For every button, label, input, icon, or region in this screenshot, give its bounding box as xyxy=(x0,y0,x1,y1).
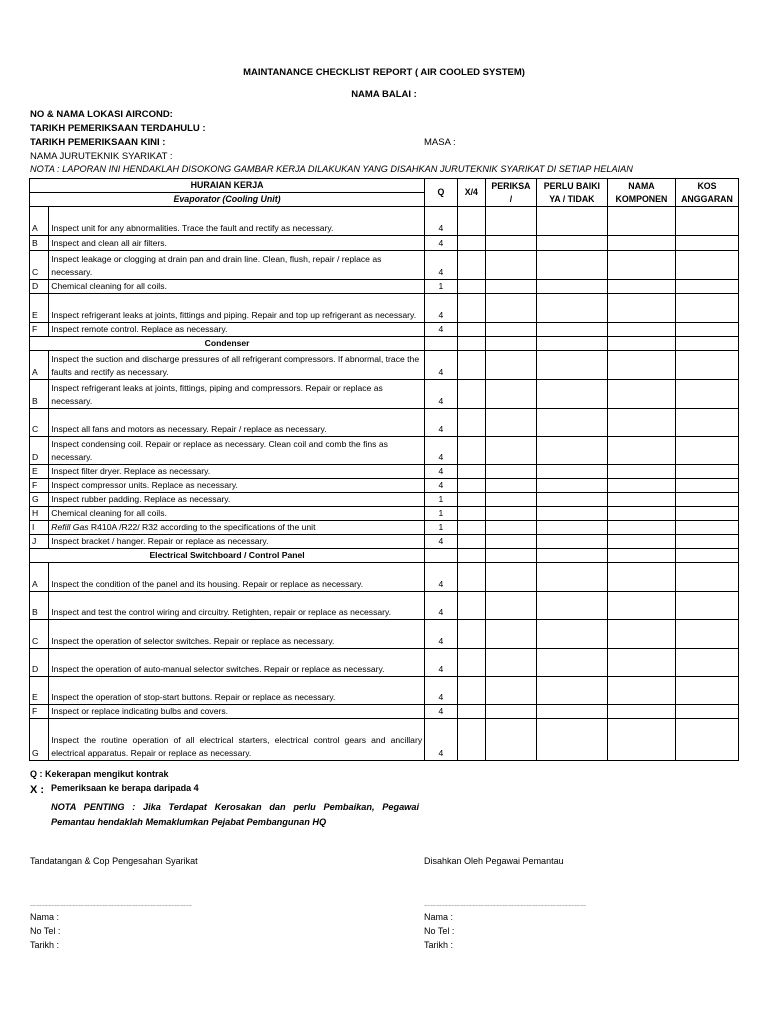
kos-anggaran-cell[interactable] xyxy=(675,493,738,507)
q-header: Q xyxy=(425,179,458,207)
tarikh-terdahulu-label: TARIKH PEMERIKSAAN TERDAHULU : xyxy=(30,123,206,134)
item-q-value: 1 xyxy=(425,507,458,521)
kos-anggaran-cell[interactable] xyxy=(675,507,738,521)
kos-anggaran-header-line2: ANGGARAN xyxy=(681,193,733,204)
item-code: A xyxy=(30,563,49,592)
x4-cell[interactable] xyxy=(457,705,485,719)
item-code: C xyxy=(30,620,49,649)
perlu-baiki-cell[interactable] xyxy=(536,507,607,521)
item-q-value: 4 xyxy=(425,479,458,493)
nama-komponen-cell[interactable] xyxy=(607,380,675,409)
item-q-value: 1 xyxy=(425,280,458,294)
item-code: A xyxy=(30,207,49,236)
nama-komponen-cell[interactable] xyxy=(607,280,675,294)
item-description-text: Inspect condensing coil. Repair or replace as necessary. Clean coil and comb the fins as necessary. xyxy=(51,439,388,462)
x-label: X : xyxy=(30,784,45,796)
nama-komponen-cell[interactable] xyxy=(607,705,675,719)
kos-anggaran-cell[interactable] xyxy=(675,351,738,380)
x4-cell[interactable] xyxy=(457,251,485,280)
monitor-nama-label: Nama : xyxy=(424,912,454,922)
table-row xyxy=(30,294,739,323)
x4-cell[interactable] xyxy=(457,521,485,535)
monitor-signature-line: ……………………………………………………………………… xyxy=(424,902,586,908)
item-q-value: 4 xyxy=(425,719,458,761)
perlu-baiki-header-line1: PERLU BAIKI xyxy=(543,180,600,191)
perlu-baiki-cell[interactable] xyxy=(536,409,607,437)
table-row xyxy=(30,409,739,437)
item-description xyxy=(49,649,425,677)
kos-anggaran-cell[interactable] xyxy=(675,535,738,549)
kos-anggaran-cell[interactable] xyxy=(675,677,738,705)
x4-cell[interactable] xyxy=(457,479,485,493)
item-description-text: Inspect refrigerant leaks at joints, fittings and piping. Repair and top up refrigerant as necessary. xyxy=(51,310,417,320)
item-description-text: Inspect and test the control wiring and circuitry. Retighten, repair or replace as necessary. xyxy=(51,607,392,617)
item-description xyxy=(49,535,425,549)
item-description-text: R410A /R22/ R32 according to the specifications of the unit xyxy=(88,522,316,532)
nama-komponen-cell[interactable] xyxy=(607,592,675,620)
item-description xyxy=(49,705,425,719)
nota-penting xyxy=(51,800,419,830)
item-description xyxy=(49,521,425,535)
item-description xyxy=(49,563,425,592)
item-q-value: 1 xyxy=(425,493,458,507)
item-q-value: 1 xyxy=(425,521,458,535)
kos-anggaran-header xyxy=(675,179,738,207)
nota-penting-text: : Jika Terdapat Kerosakan dan perlu Pembaikan, Pegawai Pemantau hendaklah Memaklumkan Pejabat Pembangunan HQ xyxy=(51,802,419,827)
nama-komponen-cell[interactable] xyxy=(607,493,675,507)
x4-cell[interactable] xyxy=(457,535,485,549)
table-row xyxy=(30,563,739,592)
kos-anggaran-cell[interactable] xyxy=(675,409,738,437)
periksa-cell[interactable] xyxy=(486,251,537,280)
item-description xyxy=(49,592,425,620)
empty-cell xyxy=(425,337,458,351)
table-row xyxy=(30,507,739,521)
monitor-tarikh-label: Tarikh : xyxy=(424,940,454,950)
item-description xyxy=(49,323,425,337)
table-row xyxy=(30,351,739,380)
perlu-baiki-cell[interactable] xyxy=(536,251,607,280)
item-description-text: Inspect or replace indicating bulbs and covers. xyxy=(51,706,229,716)
x4-cell[interactable] xyxy=(457,380,485,409)
item-q-value: 4 xyxy=(425,351,458,380)
report-title: MAINTANANCE CHECKLIST REPORT ( AIR COOLED SYSTEM) xyxy=(243,67,525,78)
item-code: F xyxy=(30,323,49,337)
item-description xyxy=(49,236,425,251)
perlu-baiki-cell[interactable] xyxy=(536,280,607,294)
x4-cell[interactable] xyxy=(457,409,485,437)
x4-cell[interactable] xyxy=(457,351,485,380)
perlu-baiki-cell[interactable] xyxy=(536,620,607,649)
table-row xyxy=(30,719,739,761)
empty-cell xyxy=(457,337,485,351)
item-description-text: Inspect bracket / hanger. Repair or replace as necessary. xyxy=(51,536,269,546)
q-note: Q : Kekerapan mengikut kontrak xyxy=(30,769,169,779)
periksa-cell[interactable] xyxy=(486,649,537,677)
lokasi-label: NO & NAMA LOKASI AIRCOND: xyxy=(30,109,173,120)
item-q-value: 4 xyxy=(425,592,458,620)
table-row xyxy=(30,592,739,620)
item-code: G xyxy=(30,719,49,761)
kos-anggaran-cell[interactable] xyxy=(675,437,738,465)
table-row xyxy=(30,465,739,479)
x4-cell[interactable] xyxy=(457,649,485,677)
item-q-value: 4 xyxy=(425,323,458,337)
item-q-value: 4 xyxy=(425,251,458,280)
x4-cell[interactable] xyxy=(457,677,485,705)
item-code: J xyxy=(30,535,49,549)
perlu-baiki-cell[interactable] xyxy=(536,479,607,493)
kos-anggaran-cell[interactable] xyxy=(675,479,738,493)
perlu-baiki-cell[interactable] xyxy=(536,351,607,380)
table-row xyxy=(30,535,739,549)
table-row xyxy=(30,236,739,251)
nama-komponen-cell[interactable] xyxy=(607,649,675,677)
item-description-text: Inspect the routine operation of all electrical starters, electrical control gears and ancillary electrical apparatus. Repair or replace as necessary. xyxy=(51,735,423,758)
empty-cell xyxy=(675,337,738,351)
x4-cell[interactable] xyxy=(457,323,485,337)
company-signature-line: ……………………………………………………………………… xyxy=(30,902,192,908)
empty-cell xyxy=(675,549,738,563)
item-q-value: 4 xyxy=(425,705,458,719)
juruteknik-label: NAMA JURUTEKNIK SYARIKAT : xyxy=(30,151,173,162)
nama-komponen-cell[interactable] xyxy=(607,521,675,535)
periksa-cell[interactable] xyxy=(486,437,537,465)
periksa-cell[interactable] xyxy=(486,294,537,323)
perlu-baiki-cell[interactable] xyxy=(536,207,607,236)
table-row xyxy=(30,280,739,294)
empty-cell xyxy=(607,337,675,351)
kos-anggaran-cell[interactable] xyxy=(675,465,738,479)
table-row xyxy=(30,620,739,649)
kos-anggaran-cell[interactable] xyxy=(675,719,738,761)
nama-komponen-cell[interactable] xyxy=(607,437,675,465)
item-code: A xyxy=(30,351,49,380)
item-code: F xyxy=(30,479,49,493)
kos-anggaran-cell[interactable] xyxy=(675,294,738,323)
table-row xyxy=(30,479,739,493)
checklist-table xyxy=(29,178,739,761)
table-row xyxy=(30,705,739,719)
item-description-text: Inspect remote control. Replace as necessary. xyxy=(51,324,228,334)
item-q-value: 4 xyxy=(425,535,458,549)
item-code: D xyxy=(30,437,49,465)
item-code: G xyxy=(30,493,49,507)
item-q-value: 4 xyxy=(425,563,458,592)
item-q-value: 4 xyxy=(425,649,458,677)
company-nama-label: Nama : xyxy=(30,912,60,922)
nama-komponen-cell[interactable] xyxy=(607,507,675,521)
item-description xyxy=(49,620,425,649)
item-description xyxy=(49,437,425,465)
periksa-cell[interactable] xyxy=(486,563,537,592)
item-q-value: 4 xyxy=(425,677,458,705)
item-description-text: Inspect leakage or clogging at drain pan and drain line. Clean, flush, repair / replace as necessary. xyxy=(51,254,382,277)
perlu-baiki-cell[interactable] xyxy=(536,236,607,251)
item-description xyxy=(49,251,425,280)
item-description xyxy=(49,493,425,507)
perlu-baiki-cell[interactable] xyxy=(536,493,607,507)
perlu-baiki-cell[interactable] xyxy=(536,592,607,620)
item-description-text: Inspect rubber padding. Replace as necessary. xyxy=(51,494,231,504)
nama-komponen-header xyxy=(607,179,675,207)
empty-cell xyxy=(536,337,607,351)
item-description xyxy=(49,294,425,323)
table-row xyxy=(30,207,739,236)
item-description-text: Chemical cleaning for all coils. xyxy=(51,508,167,518)
nama-komponen-cell[interactable] xyxy=(607,620,675,649)
table-row xyxy=(30,521,739,535)
kos-anggaran-header-line1: KOS xyxy=(697,180,717,191)
empty-cell xyxy=(607,549,675,563)
perlu-baiki-cell[interactable] xyxy=(536,677,607,705)
item-code: D xyxy=(30,649,49,677)
item-description xyxy=(49,677,425,705)
item-q-value: 4 xyxy=(425,236,458,251)
table-row xyxy=(30,323,739,337)
kos-anggaran-cell[interactable] xyxy=(675,380,738,409)
item-description xyxy=(49,207,425,236)
x4-cell[interactable] xyxy=(457,493,485,507)
item-q-value: 4 xyxy=(425,409,458,437)
kos-anggaran-cell[interactable] xyxy=(675,323,738,337)
x4-cell[interactable] xyxy=(457,465,485,479)
x4-cell[interactable] xyxy=(457,236,485,251)
nama-komponen-cell[interactable] xyxy=(607,563,675,592)
item-description-text: Inspect filter dryer. Replace as necessary. xyxy=(51,466,211,476)
perlu-baiki-cell[interactable] xyxy=(536,719,607,761)
periksa-header xyxy=(486,179,537,207)
monitor-tel-label: No Tel : xyxy=(424,926,455,936)
electrical-section-title: Electrical Switchboard / Control Panel xyxy=(30,549,425,563)
periksa-cell[interactable] xyxy=(486,719,537,761)
item-description-text: Inspect the suction and discharge pressures of all refrigerant compressors. If abnormal, trace the faults and rectify as necessary. xyxy=(51,354,420,377)
nota-line: NOTA : LAPORAN INI HENDAKLAH DISOKONG GAMBAR KERJA DILAKUKAN YANG DISAHKAN JURUTEKNIK SYARIKAT DI SETIAP HELAIAN xyxy=(30,164,633,174)
periksa-cell[interactable] xyxy=(486,380,537,409)
empty-cell xyxy=(536,549,607,563)
table-row xyxy=(30,493,739,507)
periksa-cell[interactable] xyxy=(486,409,537,437)
perlu-baiki-cell[interactable] xyxy=(536,323,607,337)
item-code: F xyxy=(30,705,49,719)
perlu-baiki-cell[interactable] xyxy=(536,649,607,677)
item-q-value: 4 xyxy=(425,207,458,236)
periksa-header-line2: / xyxy=(509,193,513,204)
item-code: I xyxy=(30,521,49,535)
x4-cell[interactable] xyxy=(457,207,485,236)
item-code: H xyxy=(30,507,49,521)
periksa-cell[interactable] xyxy=(486,620,537,649)
table-row xyxy=(30,251,739,280)
item-code: C xyxy=(30,409,49,437)
table-row xyxy=(30,437,739,465)
item-description xyxy=(49,351,425,380)
masa-label: MASA : xyxy=(424,137,456,148)
item-description-text: Inspect and clean all air filters. xyxy=(51,238,167,248)
kos-anggaran-cell[interactable] xyxy=(675,280,738,294)
periksa-cell[interactable] xyxy=(486,507,537,521)
item-description-text: Inspect unit for any abnormalities. Trace the fault and rectify as necessary. xyxy=(51,223,334,233)
x4-cell[interactable] xyxy=(457,563,485,592)
company-tarikh-label: Tarikh : xyxy=(30,940,60,950)
x4-cell[interactable] xyxy=(457,592,485,620)
item-description xyxy=(49,479,425,493)
empty-cell xyxy=(486,549,537,563)
nama-komponen-cell[interactable] xyxy=(607,251,675,280)
nama-komponen-header-line1: NAMA xyxy=(628,180,655,191)
nama-komponen-cell[interactable] xyxy=(607,294,675,323)
item-q-value: 4 xyxy=(425,620,458,649)
kos-anggaran-cell[interactable] xyxy=(675,207,738,236)
item-code: B xyxy=(30,380,49,409)
nama-komponen-header-line2: KOMPONEN xyxy=(615,193,668,204)
x4-cell[interactable] xyxy=(457,620,485,649)
periksa-cell[interactable] xyxy=(486,465,537,479)
item-code: E xyxy=(30,294,49,323)
kos-anggaran-cell[interactable] xyxy=(675,251,738,280)
tarikh-kini-label: TARIKH PEMERIKSAAN KINI : xyxy=(30,137,166,148)
item-description xyxy=(49,465,425,479)
empty-cell xyxy=(425,549,458,563)
nama-komponen-cell[interactable] xyxy=(607,409,675,437)
x-note: Pemeriksaan ke berapa daripada 4 xyxy=(51,783,199,793)
item-description-text: Inspect compressor units. Replace as necessary. xyxy=(51,480,238,490)
nama-komponen-cell[interactable] xyxy=(607,236,675,251)
evaporator-section-header: Evaporator (Cooling Unit) xyxy=(30,193,425,207)
kos-anggaran-cell[interactable] xyxy=(675,236,738,251)
periksa-cell[interactable] xyxy=(486,351,537,380)
item-code: B xyxy=(30,236,49,251)
item-description-text: Inspect the operation of auto-manual selector switches. Repair or replace as necessary. xyxy=(51,664,385,674)
periksa-cell[interactable] xyxy=(486,207,537,236)
nama-komponen-cell[interactable] xyxy=(607,677,675,705)
periksa-cell[interactable] xyxy=(486,521,537,535)
item-description-text: Inspect the condition of the panel and its housing. Repair or replace as necessary. xyxy=(51,579,364,589)
electrical-section xyxy=(30,549,739,563)
company-signature-title: Tandatangan & Cop Pengesahan Syarikat xyxy=(30,856,198,866)
nama-komponen-cell[interactable] xyxy=(607,351,675,380)
kos-anggaran-cell[interactable] xyxy=(675,649,738,677)
nama-komponen-cell[interactable] xyxy=(607,323,675,337)
empty-cell xyxy=(486,337,537,351)
item-q-value: 4 xyxy=(425,437,458,465)
periksa-cell[interactable] xyxy=(486,479,537,493)
nama-komponen-cell[interactable] xyxy=(607,207,675,236)
perlu-baiki-cell[interactable] xyxy=(536,294,607,323)
item-description-text: Inspect all fans and motors as necessary. Repair / replace as necessary. xyxy=(51,424,327,434)
kos-anggaran-cell[interactable] xyxy=(675,705,738,719)
condenser-section xyxy=(30,337,739,351)
perlu-baiki-cell[interactable] xyxy=(536,465,607,479)
item-description-text: Inspect refrigerant leaks at joints, fittings, piping and compressors. Repair or replace as necessary. xyxy=(51,383,383,406)
kos-anggaran-cell[interactable] xyxy=(675,521,738,535)
periksa-cell[interactable] xyxy=(486,592,537,620)
item-description xyxy=(49,719,425,761)
item-code: D xyxy=(30,280,49,294)
periksa-header-line1: PERIKSA xyxy=(491,180,531,191)
perlu-baiki-cell[interactable] xyxy=(536,563,607,592)
nama-balai-label: NAMA BALAI : xyxy=(351,89,417,100)
item-q-value: 4 xyxy=(425,294,458,323)
item-description-text: Inspect the operation of selector switches. Repair or replace as necessary. xyxy=(51,636,335,646)
periksa-cell[interactable] xyxy=(486,705,537,719)
nama-komponen-cell[interactable] xyxy=(607,535,675,549)
x4-header: X/4 xyxy=(457,179,485,207)
item-q-value: 4 xyxy=(425,465,458,479)
table-row xyxy=(30,677,739,705)
x4-cell[interactable] xyxy=(457,507,485,521)
periksa-cell[interactable] xyxy=(486,493,537,507)
perlu-baiki-cell[interactable] xyxy=(536,437,607,465)
x4-cell[interactable] xyxy=(457,294,485,323)
item-code: E xyxy=(30,677,49,705)
empty-cell xyxy=(457,549,485,563)
company-tel-label: No Tel : xyxy=(30,926,61,936)
perlu-baiki-header xyxy=(536,179,607,207)
perlu-baiki-cell[interactable] xyxy=(536,521,607,535)
nama-komponen-cell[interactable] xyxy=(607,719,675,761)
kos-anggaran-cell[interactable] xyxy=(675,563,738,592)
item-q-value: 4 xyxy=(425,380,458,409)
item-description xyxy=(49,409,425,437)
periksa-cell[interactable] xyxy=(486,236,537,251)
perlu-baiki-cell[interactable] xyxy=(536,535,607,549)
table-row xyxy=(30,380,739,409)
nama-komponen-cell[interactable] xyxy=(607,465,675,479)
periksa-cell[interactable] xyxy=(486,280,537,294)
item-description xyxy=(49,380,425,409)
item-code: B xyxy=(30,592,49,620)
x4-cell[interactable] xyxy=(457,280,485,294)
monitor-signature-title: Disahkan Oleh Pegawai Pemantau xyxy=(424,856,564,866)
x4-cell[interactable] xyxy=(457,437,485,465)
perlu-baiki-cell[interactable] xyxy=(536,380,607,409)
periksa-cell[interactable] xyxy=(486,677,537,705)
item-description-text: Inspect the operation of stop-start buttons. Repair or replace as necessary. xyxy=(51,692,336,702)
periksa-cell[interactable] xyxy=(486,535,537,549)
perlu-baiki-header-line2: YA / TIDAK xyxy=(549,193,595,204)
nama-komponen-cell[interactable] xyxy=(607,479,675,493)
condenser-section-title: Condenser xyxy=(30,337,425,351)
x4-cell[interactable] xyxy=(457,719,485,761)
kos-anggaran-cell[interactable] xyxy=(675,620,738,649)
nota-penting-label: NOTA PENTING xyxy=(51,802,125,812)
item-description xyxy=(49,507,425,521)
periksa-cell[interactable] xyxy=(486,323,537,337)
item-code: E xyxy=(30,465,49,479)
item-code: C xyxy=(30,251,49,280)
huraian-kerja-header: HURAIAN KERJA xyxy=(30,179,425,193)
item-description-italic: Refill Gas xyxy=(51,522,89,532)
item-description xyxy=(49,280,425,294)
kos-anggaran-cell[interactable] xyxy=(675,592,738,620)
perlu-baiki-cell[interactable] xyxy=(536,705,607,719)
item-description-text: Chemical cleaning for all coils. xyxy=(51,281,167,291)
table-row xyxy=(30,649,739,677)
